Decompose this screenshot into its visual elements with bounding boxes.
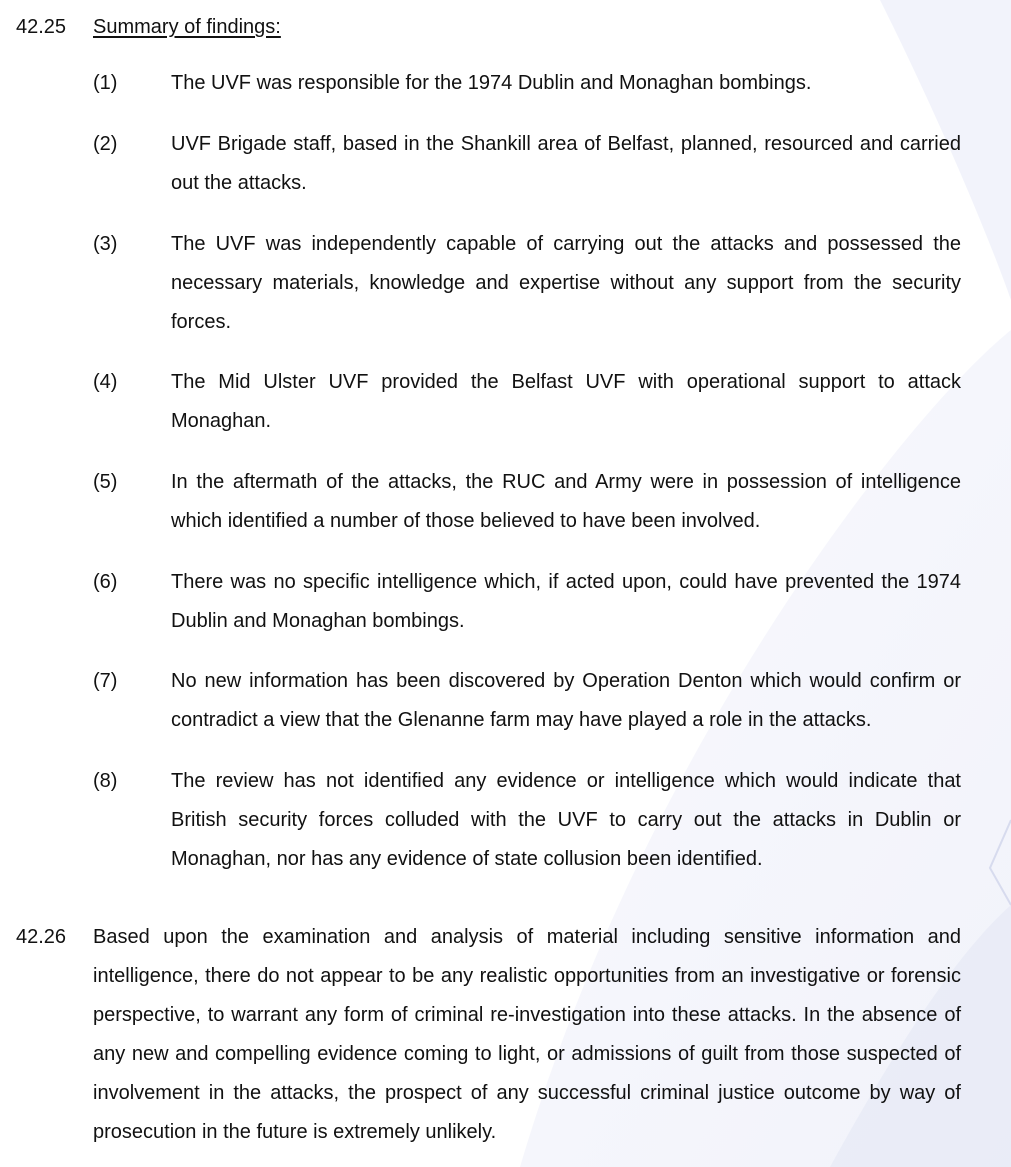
paragraph-number: 42.26: [16, 926, 67, 948]
finding-text: There was no specific intelligence which, if acted upon, could have prevented the 1974 Dublin and Monaghan bombings.: [171, 571, 961, 632]
finding-item: [93, 463, 961, 541]
finding-item: [93, 125, 961, 203]
finding-number: (7): [93, 670, 118, 692]
finding-item: [93, 363, 961, 441]
finding-text: The Mid Ulster UVF provided the Belfast UVF with operational support to attack Monaghan.: [171, 371, 961, 432]
section-heading: Summary of findings:: [93, 16, 281, 38]
finding-text: The review has not identified any evidence or intelligence which would indicate that British security forces colluded with the UVF to carry out the attacks in Dublin or Monaghan, nor has any evidence of state collusion been identified.: [171, 770, 961, 870]
finding-number: (1): [93, 72, 118, 94]
finding-text: The UVF was independently capable of carrying out the attacks and possessed the necessary materials, knowledge and expertise without any support from the security forces.: [171, 233, 961, 333]
finding-text: In the aftermath of the attacks, the RUC and Army were in possession of intelligence which identified a number of those believed to have been involved.: [171, 471, 961, 532]
paragraph-number: 42.25: [16, 16, 67, 38]
finding-item: [93, 762, 961, 879]
finding-text: The UVF was responsible for the 1974 Dublin and Monaghan bombings.: [171, 72, 812, 94]
finding-number: (4): [93, 371, 118, 393]
finding-number: (2): [93, 133, 118, 155]
finding-item: [93, 662, 961, 740]
finding-number: (6): [93, 571, 118, 593]
finding-item: [93, 225, 961, 342]
finding-item: [93, 563, 961, 641]
finding-number: (5): [93, 471, 118, 493]
finding-item: [93, 64, 961, 103]
finding-number: (3): [93, 233, 118, 255]
finding-text: No new information has been discovered by Operation Denton which would confirm or contradict a view that the Glenanne farm may have played a role in the attacks.: [171, 670, 961, 731]
finding-number: (8): [93, 770, 118, 792]
paragraph-text: Based upon the examination and analysis of material including sensitive information and intelligence, there do not appear to be any realistic opportunities from an investigative or forensic perspective, to warrant any form of criminal re-investigation into these attacks. In the absence of any new and compelling evidence coming to light, or admissions of guilt from those suspected of involvement in the attacks, the prospect of any successful criminal justice outcome by way of prosecution in the future is extremely unlikely.: [93, 926, 961, 1143]
finding-text: UVF Brigade staff, based in the Shankill area of Belfast, planned, resourced and carried out the attacks.: [171, 133, 961, 194]
